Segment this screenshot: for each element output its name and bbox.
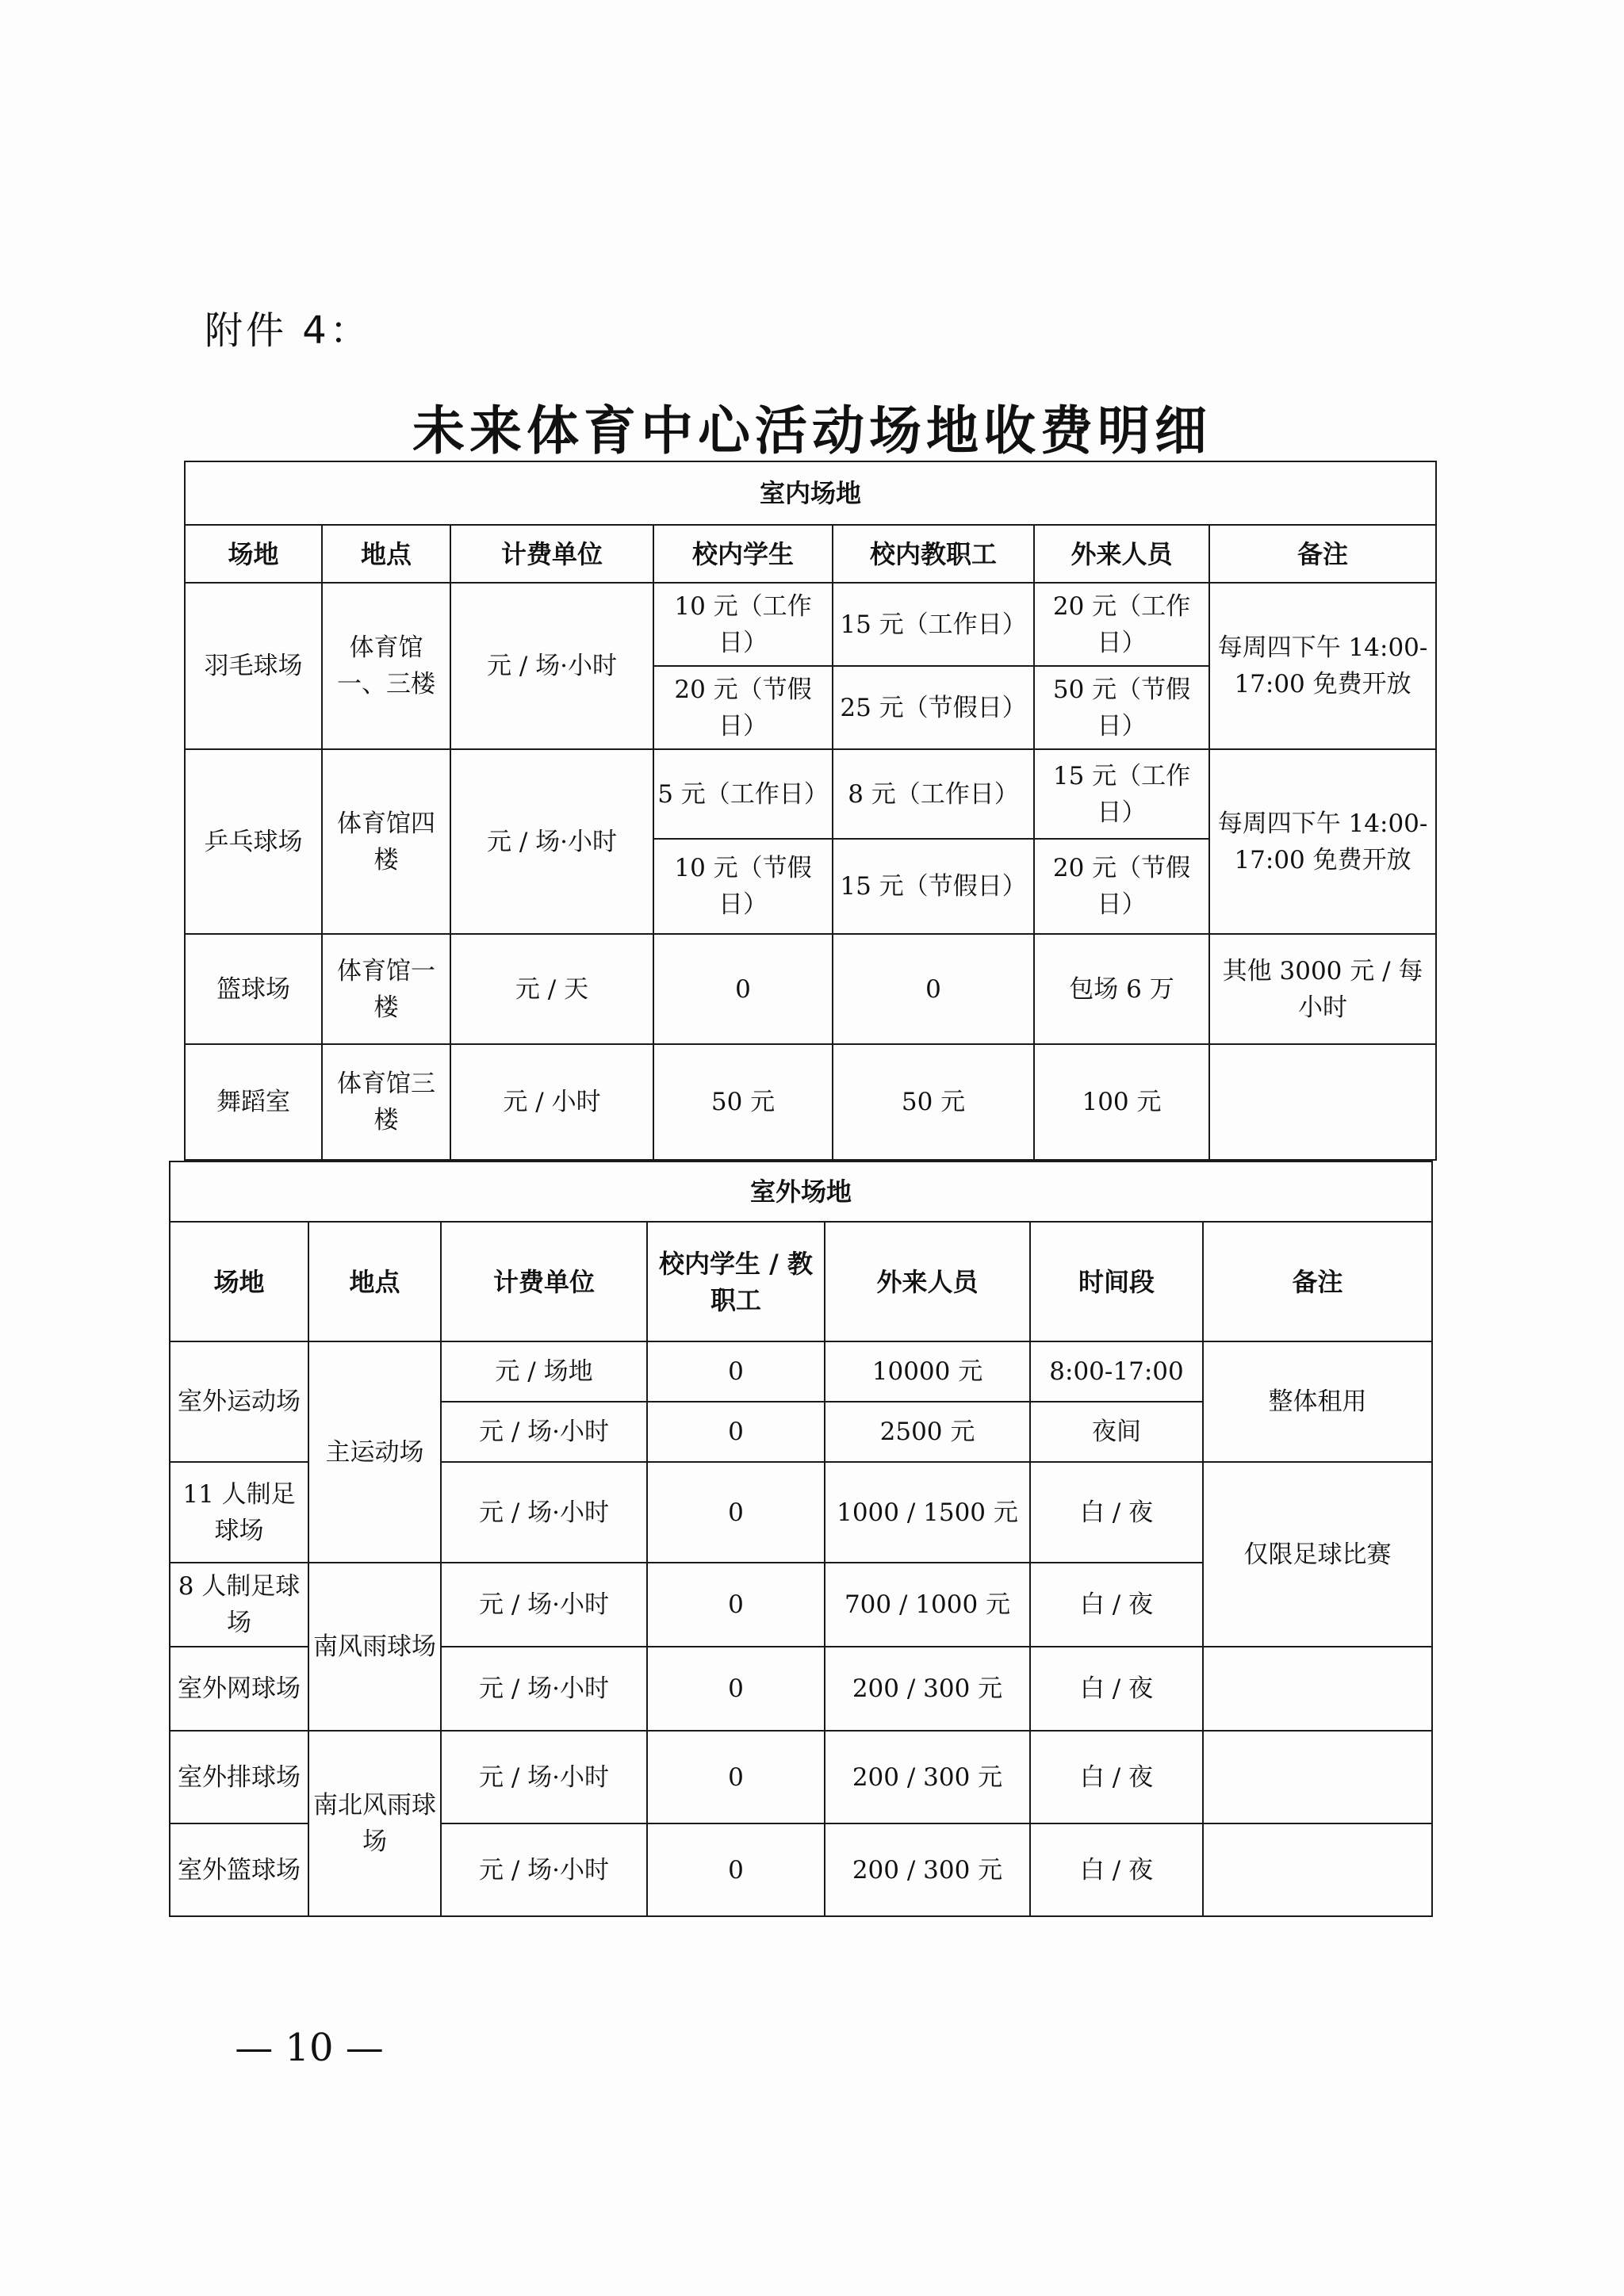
- price-cell: 15 元（工作日）: [833, 583, 1034, 666]
- outdoor-fee-table: [169, 1161, 1433, 1917]
- unit-cell: 元 / 场·小时: [441, 1647, 647, 1731]
- time-cell: 白 / 夜: [1030, 1647, 1203, 1731]
- price-cell: 0: [647, 1563, 825, 1647]
- unit-cell: 元 / 场·小时: [441, 1823, 647, 1916]
- price-cell: 200 / 300 元: [825, 1823, 1030, 1916]
- remark-cell: [1203, 1823, 1432, 1916]
- unit-cell: 元 / 场·小时: [450, 749, 653, 934]
- outdoor-header-visitor: 外来人员: [825, 1222, 1030, 1341]
- time-cell: 白 / 夜: [1030, 1563, 1203, 1647]
- unit-cell: 元 / 场地: [441, 1341, 647, 1402]
- outdoor-section-header: 室外场地: [170, 1161, 1432, 1222]
- remark-cell: [1203, 1647, 1432, 1731]
- venue-cell: 室外网球场: [170, 1647, 308, 1731]
- indoor-section-header: 室内场地: [185, 461, 1436, 525]
- price-cell: 0: [647, 1731, 825, 1823]
- price-cell: 2500 元: [825, 1402, 1030, 1462]
- page-number: — 10 —: [235, 2026, 384, 2070]
- price-cell: 15 元（工作日）: [1034, 749, 1209, 839]
- venue-cell: 乒乓球场: [185, 749, 322, 934]
- price-cell: 10 元（节假日）: [653, 839, 833, 934]
- outdoor-header-time: 时间段: [1030, 1222, 1203, 1341]
- remark-cell: 每周四下午 14:00-17:00 免费开放: [1209, 583, 1436, 749]
- document-title: 未来体育中心活动场地收费明细: [412, 400, 1212, 461]
- venue-cell: 室外运动场: [170, 1341, 308, 1462]
- price-cell: 50 元（节假日）: [1034, 666, 1209, 749]
- price-cell: 25 元（节假日）: [833, 666, 1034, 749]
- venue-cell: 8 人制足球场: [170, 1563, 308, 1647]
- price-cell: 0: [647, 1462, 825, 1563]
- price-cell: 0: [647, 1341, 825, 1402]
- price-cell: 200 / 300 元: [825, 1731, 1030, 1823]
- outdoor-header-remark: 备注: [1203, 1222, 1432, 1341]
- indoor-header-student: 校内学生: [653, 525, 833, 583]
- price-cell: 20 元（节假日）: [653, 666, 833, 749]
- indoor-header-venue: 场地: [185, 525, 322, 583]
- indoor-header-visitor: 外来人员: [1034, 525, 1209, 583]
- outdoor-header-internal: 校内学生 / 教职工: [647, 1222, 825, 1341]
- price-cell: 20 元（工作日）: [1034, 583, 1209, 666]
- unit-cell: 元 / 场·小时: [441, 1563, 647, 1647]
- outdoor-header-venue: 场地: [170, 1222, 308, 1341]
- location-cell: 主运动场: [308, 1341, 441, 1563]
- unit-cell: 元 / 场·小时: [441, 1731, 647, 1823]
- indoor-header-unit: 计费单位: [450, 525, 653, 583]
- outdoor-header-unit: 计费单位: [441, 1222, 647, 1341]
- attachment-label: 附件 4：: [205, 308, 371, 353]
- time-cell: 白 / 夜: [1030, 1462, 1203, 1563]
- indoor-header-staff: 校内教职工: [833, 525, 1034, 583]
- time-cell: 白 / 夜: [1030, 1823, 1203, 1916]
- price-cell: 0: [647, 1647, 825, 1731]
- price-cell: 700 / 1000 元: [825, 1563, 1030, 1647]
- time-cell: 8:00-17:00: [1030, 1341, 1203, 1402]
- remark-cell: 整体租用: [1203, 1341, 1432, 1462]
- price-cell: 10 元（工作日）: [653, 583, 833, 666]
- time-cell: 白 / 夜: [1030, 1731, 1203, 1823]
- location-cell: 体育馆三楼: [322, 1044, 450, 1160]
- venue-cell: 羽毛球场: [185, 583, 322, 749]
- price-cell: 0: [647, 1402, 825, 1462]
- outdoor-header-location: 地点: [308, 1222, 441, 1341]
- price-cell: 0: [653, 934, 833, 1044]
- remark-cell: [1203, 1731, 1432, 1823]
- remark-cell: 仅限足球比赛: [1203, 1462, 1432, 1647]
- unit-cell: 元 / 场·小时: [450, 583, 653, 749]
- indoor-header-location: 地点: [322, 525, 450, 583]
- price-cell: 50 元: [653, 1044, 833, 1160]
- venue-cell: 舞蹈室: [185, 1044, 322, 1160]
- price-cell: 15 元（节假日）: [833, 839, 1034, 934]
- price-cell: 200 / 300 元: [825, 1647, 1030, 1731]
- venue-cell: 11 人制足球场: [170, 1462, 308, 1563]
- unit-cell: 元 / 场·小时: [441, 1462, 647, 1563]
- indoor-header-remark: 备注: [1209, 525, 1436, 583]
- location-cell: 体育馆一楼: [322, 934, 450, 1044]
- unit-cell: 元 / 天: [450, 934, 653, 1044]
- venue-cell: 室外篮球场: [170, 1823, 308, 1916]
- price-cell: 50 元: [833, 1044, 1034, 1160]
- price-cell: 20 元（节假日）: [1034, 839, 1209, 934]
- indoor-fee-table: [184, 461, 1437, 1161]
- location-cell: 南北风雨球场: [308, 1731, 441, 1916]
- unit-cell: 元 / 小时: [450, 1044, 653, 1160]
- venue-cell: 篮球场: [185, 934, 322, 1044]
- price-cell: 100 元: [1034, 1044, 1209, 1160]
- remark-cell: [1209, 1044, 1436, 1160]
- price-cell: 10000 元: [825, 1341, 1030, 1402]
- location-cell: 体育馆四楼: [322, 749, 450, 934]
- price-cell: 0: [833, 934, 1034, 1044]
- remark-cell: 每周四下午 14:00-17:00 免费开放: [1209, 749, 1436, 934]
- unit-cell: 元 / 场·小时: [441, 1402, 647, 1462]
- price-cell: 1000 / 1500 元: [825, 1462, 1030, 1563]
- venue-cell: 室外排球场: [170, 1731, 308, 1823]
- price-cell: 5 元（工作日）: [653, 749, 833, 839]
- price-cell: 0: [647, 1823, 825, 1916]
- time-cell: 夜间: [1030, 1402, 1203, 1462]
- price-cell: 8 元（工作日）: [833, 749, 1034, 839]
- remark-cell: 其他 3000 元 / 每小时: [1209, 934, 1436, 1044]
- location-cell: 体育馆一、三楼: [322, 583, 450, 749]
- price-cell: 包场 6 万: [1034, 934, 1209, 1044]
- location-cell: 南风雨球场: [308, 1563, 441, 1731]
